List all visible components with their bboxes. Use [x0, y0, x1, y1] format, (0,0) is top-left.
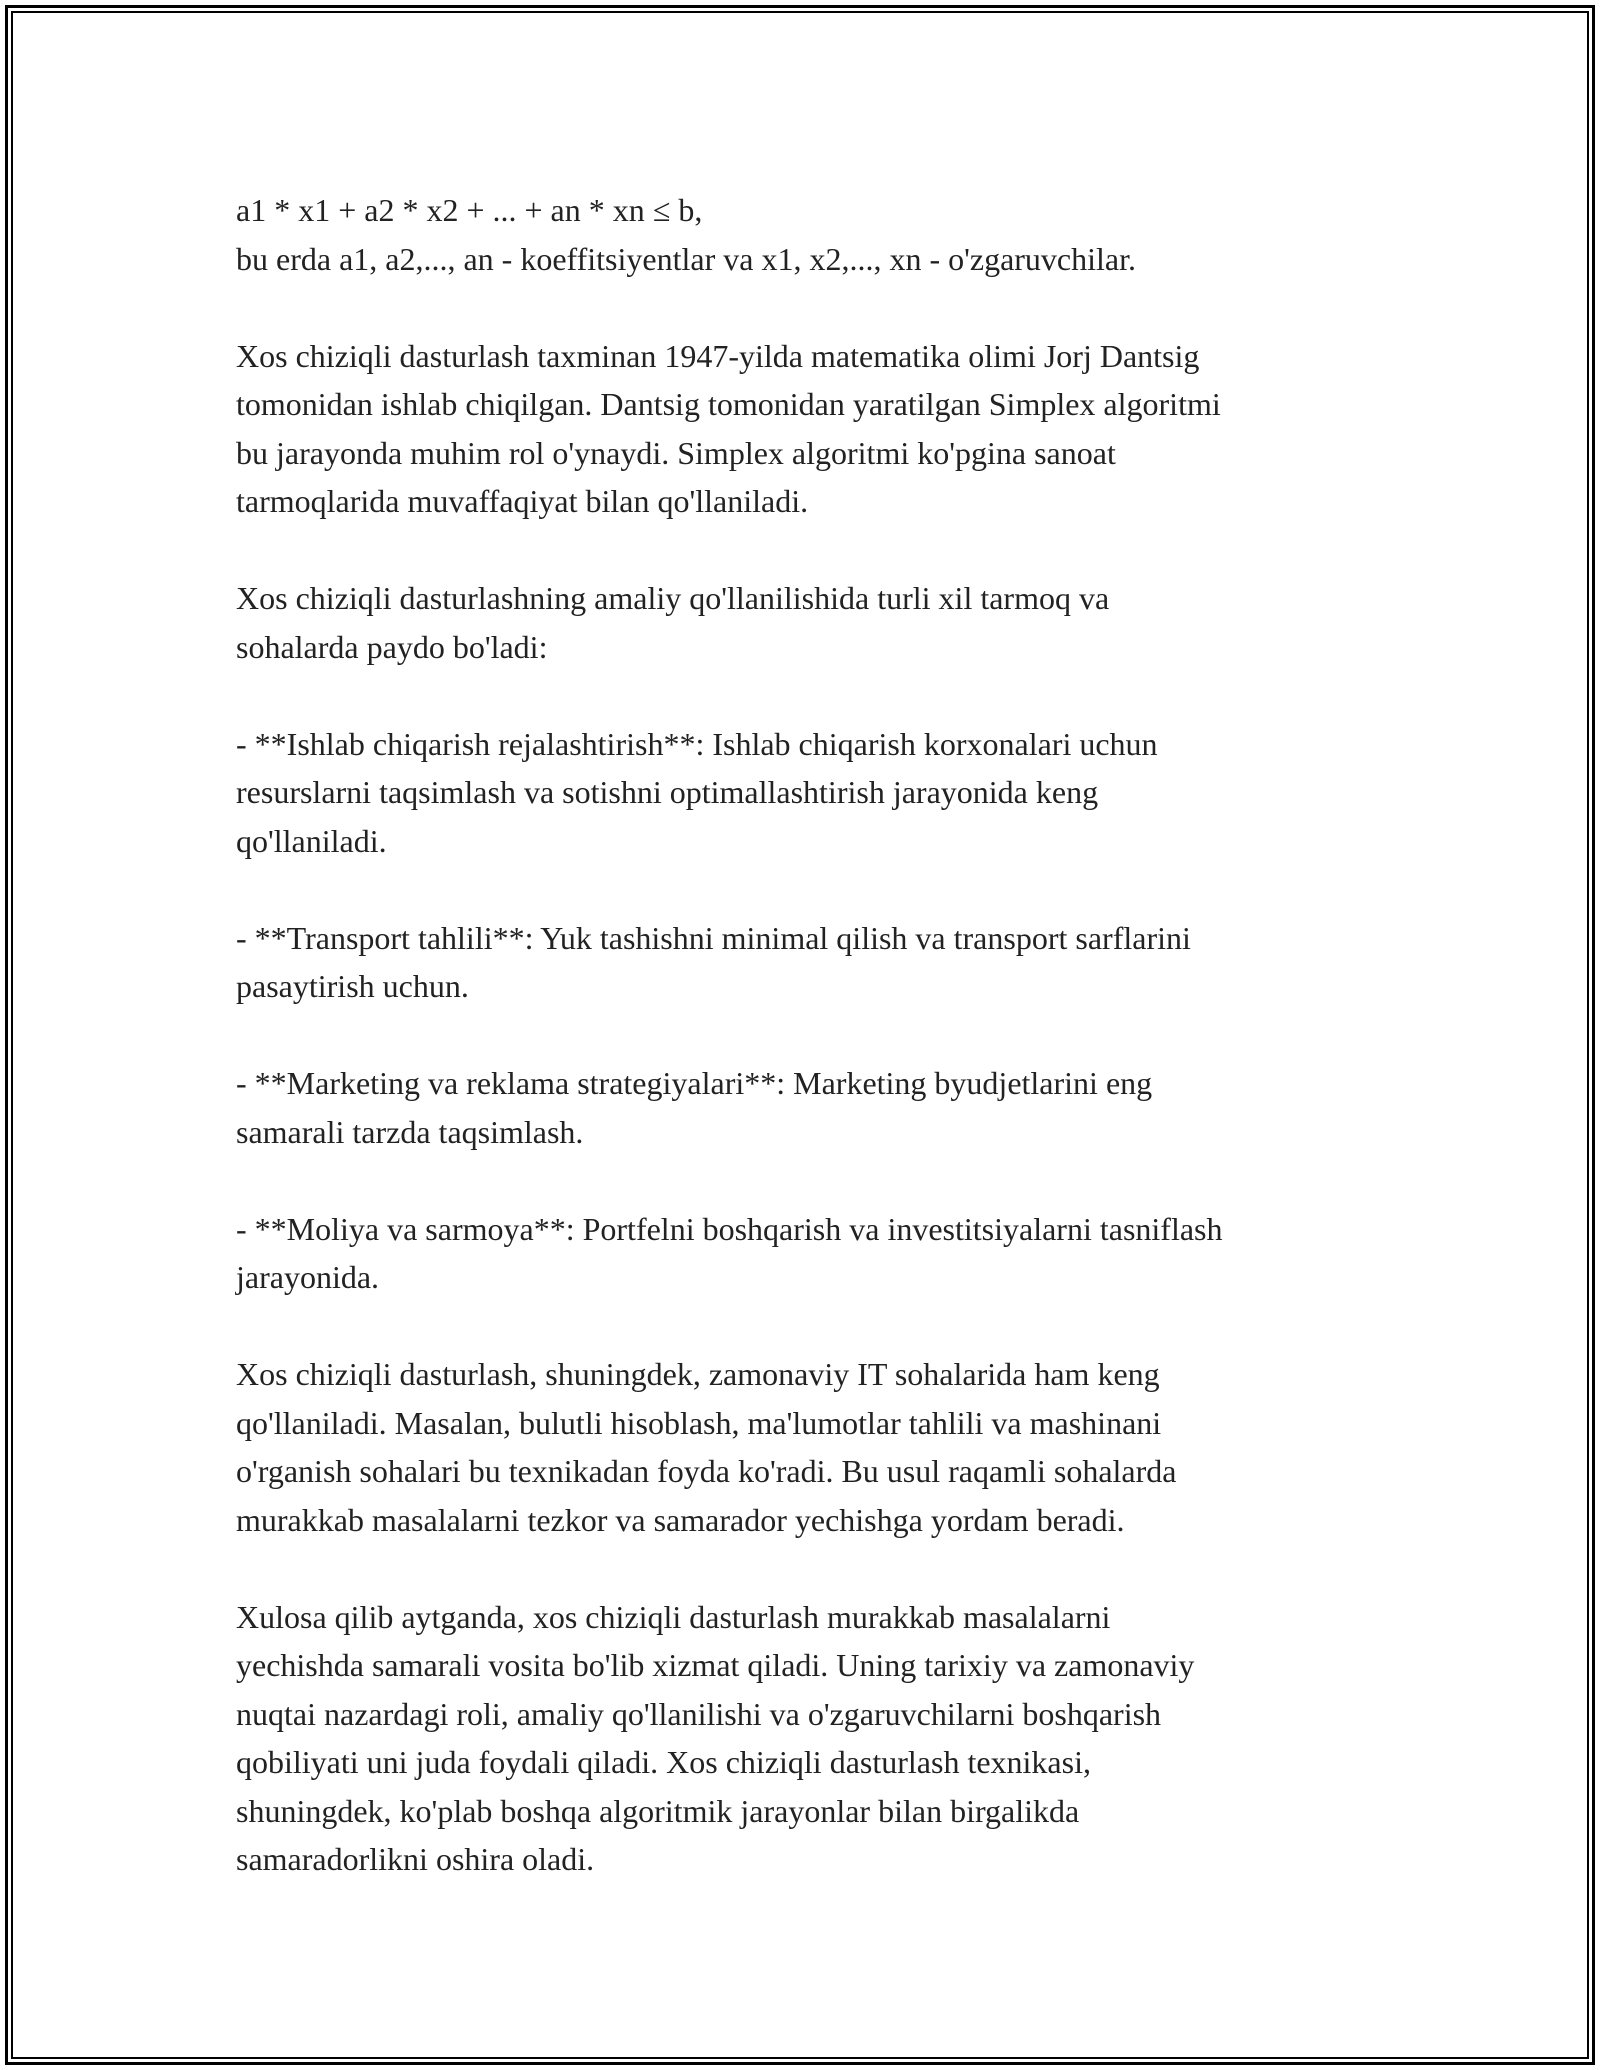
- paragraph-history: [236, 332, 1376, 526]
- paragraph-formula: [236, 186, 1376, 283]
- text-line: murakkab masalalarni tezkor va samarador yechishga yordam beradi.: [236, 1501, 1125, 1538]
- text-line: pasaytirish uchun.: [236, 968, 469, 1004]
- text-line: sohalarda paydo bo'ladi:: [236, 628, 548, 665]
- paragraph-conclusion: [236, 1593, 1376, 1884]
- text-line: bu erda a1, a2,..., an - koeffitsiyentlar va x1, x2,..., xn - o'zgaruvchilar.: [236, 240, 1136, 277]
- text-line: o'rganish sohalari bu texnikadan foyda ko'radi. Bu usul raqamli sohalarda: [236, 1453, 1177, 1489]
- text-line: resurslarni taqsimlash va sotishni optimallashtirish jarayonida keng: [236, 774, 1099, 810]
- list-item-production: [236, 720, 1376, 866]
- text-line: Xos chiziqli dasturlash taxminan 1947-yilda matematika olimi Jorj Dantsig: [236, 337, 1200, 374]
- paragraph-it-fields: [236, 1350, 1376, 1544]
- text-line: - **Marketing va reklama strategiyalari**: Marketing byudjetlarini eng: [236, 1065, 1153, 1101]
- text-line: shuningdek, ko'plab boshqa algoritmik jarayonlar bilan birgalikda: [236, 1792, 1080, 1829]
- text-line: - **Moliya va sarmoya**: Portfelni boshqarish va investitsiyalarni tasniflash: [236, 1210, 1223, 1247]
- text-line: samaradorlikni oshira oladi.: [236, 1841, 595, 1877]
- text-line: a1 * x1 + a2 * x2 + ... + an * xn ≤ b,: [236, 192, 703, 228]
- text-line: - **Transport tahlili**: Yuk tashishni minimal qilish va transport sarflarini: [236, 919, 1191, 956]
- text-line: samarali tarzda taqsimlash.: [236, 1113, 584, 1150]
- list-item-finance: [236, 1205, 1376, 1302]
- text-line: - **Ishlab chiqarish rejalashtirish**: Ishlab chiqarish korxonalari uchun: [236, 725, 1158, 762]
- text-line: Xos chiziqli dasturlashning amaliy qo'llanilishida turli xil tarmoq va: [236, 580, 1110, 616]
- text-line: bu jarayonda muhim rol o'ynaydi. Simplex algoritmi ko'pgina sanoat: [236, 434, 1116, 471]
- text-line: tarmoqlarida muvaffaqiyat bilan qo'llaniladi.: [236, 483, 809, 519]
- list-item-marketing: [236, 1059, 1376, 1156]
- text-line: Xulosa qilib aytganda, xos chiziqli dasturlash murakkab masalalarni: [236, 1598, 1111, 1635]
- text-line: Xos chiziqli dasturlash, shuningdek, zamonaviy IT sohalarida ham keng: [236, 1356, 1160, 1392]
- text-line: qobiliyati uni juda foydali qiladi. Xos chiziqli dasturlash texnikasi,: [236, 1744, 1091, 1780]
- text-line: tomonidan ishlab chiqilgan. Dantsig tomonidan yaratilgan Simplex algoritmi: [236, 386, 1221, 422]
- text-line: qo'llaniladi.: [236, 822, 387, 859]
- document-body: [236, 186, 1376, 1884]
- text-line: qo'llaniladi. Masalan, bulutli hisoblash, ma'lumotlar tahlili va mashinani: [236, 1404, 1162, 1441]
- text-line: jarayonida.: [236, 1259, 380, 1295]
- list-item-transport: [236, 914, 1376, 1011]
- paragraph-applications-intro: [236, 574, 1376, 671]
- text-line: nuqtai nazardagi roli, amaliy qo'llanilishi va o'zgaruvchilarni boshqarish: [236, 1695, 1162, 1732]
- text-line: yechishda samarali vosita bo'lib xizmat qiladi. Uning tarixiy va zamonaviy: [236, 1647, 1195, 1683]
